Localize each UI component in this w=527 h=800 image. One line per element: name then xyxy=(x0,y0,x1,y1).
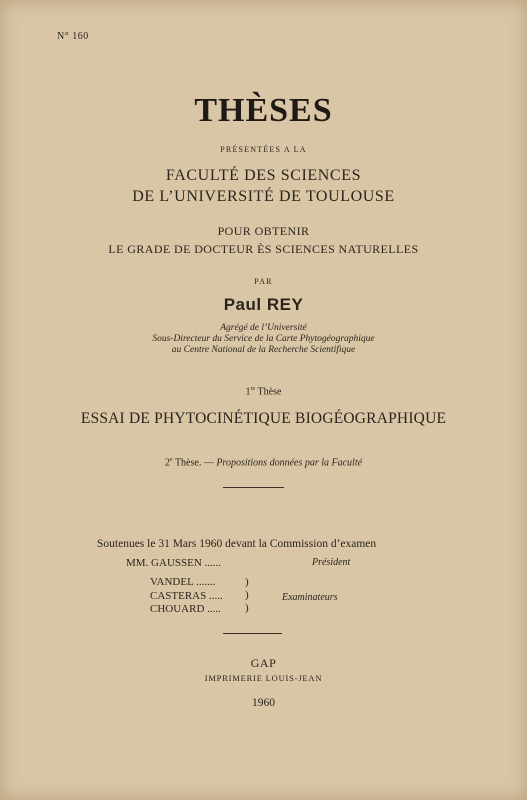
qualification-line: Sous-Directeur du Service de la Carte Phytogéographique xyxy=(152,334,375,344)
author-name: Paul REY xyxy=(223,295,304,314)
second-thesis-dash: — xyxy=(203,457,214,469)
brace-part: ) xyxy=(245,602,249,614)
author-qualifications xyxy=(0,323,527,356)
faculty-block xyxy=(0,165,527,207)
page-title: THÈSES xyxy=(194,92,333,129)
first-thesis-label xyxy=(0,386,527,397)
qualification-line: Agrégé de l’Université xyxy=(220,323,307,333)
committee-president: MM. GAUSSEN ...... xyxy=(126,557,222,569)
second-thesis-ordinal: e xyxy=(169,457,173,463)
second-thesis-line xyxy=(0,457,527,468)
par-label: PAR xyxy=(254,277,273,286)
obtain-line-1: POUR OBTENIR xyxy=(217,224,310,238)
first-thesis-title: ESSAI DE PHYTOCINÉTIQUE BIOGÉOGRAPHIQUE xyxy=(80,410,447,427)
obtain-line-2: LE GRADE DE DOCTEUR ÈS SCIENCES NATURELLES xyxy=(108,242,419,256)
examiners-brace xyxy=(245,576,249,615)
qualification-line: au Centre National de la Recherche Scientifique xyxy=(171,345,356,355)
defense-statement: Soutenues le 31 Mars 1960 devant la Commission d’examen xyxy=(97,538,377,550)
presentees-line: PRÉSENTÉES A LA xyxy=(220,145,307,154)
examiner-name: VANDEL ....... xyxy=(150,576,216,588)
examiners-role: Examinateurs xyxy=(282,592,338,603)
second-thesis-number: 2 xyxy=(164,457,170,469)
publisher-city: GAP xyxy=(250,656,277,670)
examiner-name: CHOUARD ..... xyxy=(150,603,221,615)
faculty-line-2: DE L’UNIVERSITÉ DE TOULOUSE xyxy=(132,188,395,205)
second-thesis-text: Propositions données par la Faculté xyxy=(216,457,363,469)
brace-part: ) xyxy=(245,589,249,601)
examiner-name: CASTERAS ..... xyxy=(150,590,223,602)
publication-number: N° 160 xyxy=(57,31,89,42)
divider-rule xyxy=(223,633,282,634)
faculty-line-1: FACULTÉ DES SCIENCES xyxy=(165,167,362,184)
second-thesis-word: Thèse. xyxy=(174,457,202,469)
first-thesis-word: Thèse xyxy=(257,386,282,398)
president-role: Président xyxy=(312,557,351,568)
degree-block xyxy=(0,222,527,258)
publisher-name: IMPRIMERIE LOUIS-JEAN xyxy=(204,673,323,683)
brace-part: ) xyxy=(245,576,249,588)
publication-year: 1960 xyxy=(252,697,275,709)
first-thesis-number: 1 xyxy=(245,386,251,398)
first-thesis-ordinal: re xyxy=(250,386,256,392)
divider-rule xyxy=(223,487,284,488)
